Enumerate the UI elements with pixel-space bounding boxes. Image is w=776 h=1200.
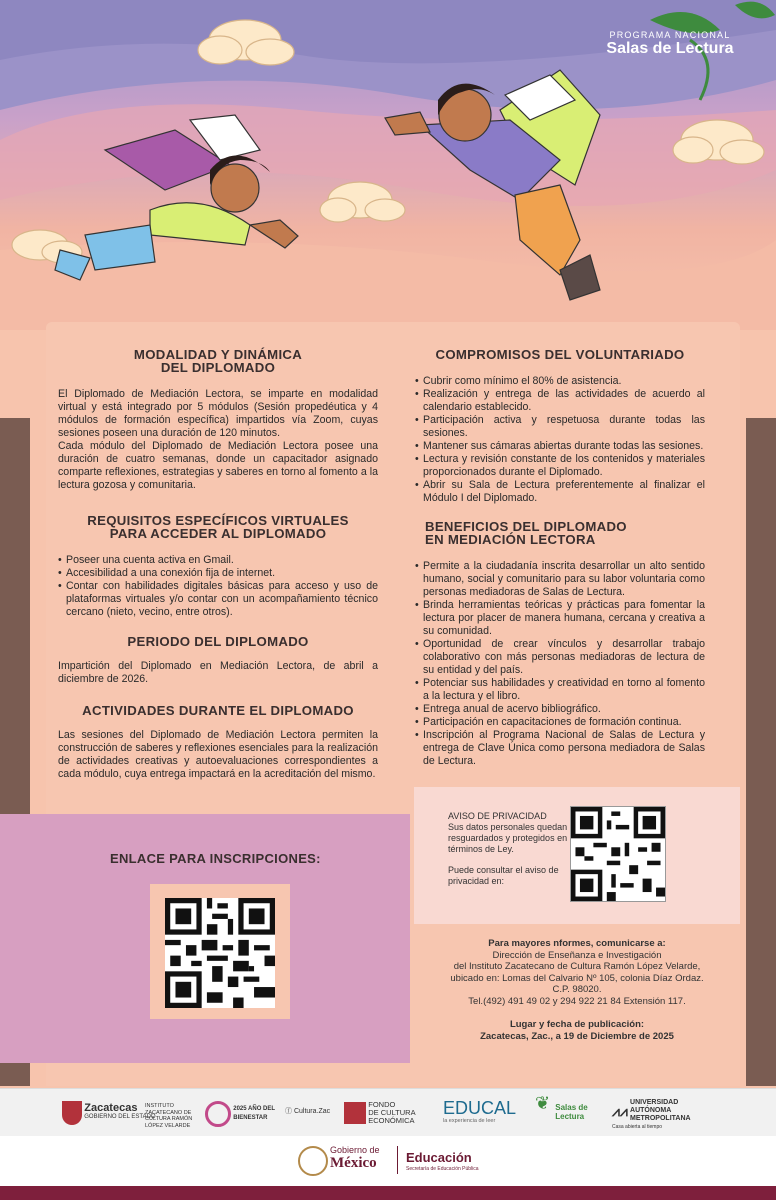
list-item: • Lectura y revisión constante de los contenidos y materiales proporcionados durante el Diplomado. — [415, 453, 705, 479]
requisitos-list — [58, 554, 378, 619]
contact-line: C.P. 98020. — [552, 984, 602, 995]
gobierno-line2: México — [330, 1155, 377, 1171]
actividades-section — [58, 704, 378, 781]
fce-text-3: ECONÓMICA — [368, 1116, 415, 1125]
cloud-middle — [320, 182, 405, 222]
salas-text-2: Lectura — [555, 1112, 585, 1121]
sprout-icon: ❦ — [535, 1093, 551, 1113]
fce-mark-icon — [344, 1102, 366, 1124]
compromisos-section — [415, 348, 705, 505]
actividades-text: Las sesiones del Diplomado de Mediación Lectora permiten la construcción de saberes y reflexiones esenciales para la realización de actividades creativas y autoevaluaciones correspondientes a cada módulo, cuya entrega impactará en la acreditación del mismo. — [58, 729, 378, 780]
contact-line: Dirección de Enseñanza e Investigación — [492, 949, 662, 961]
heart-icon — [205, 1101, 231, 1127]
uam-text-3: METROPOLITANA — [630, 1115, 691, 1122]
contact-line: ubicado en: Lomas del Calvario Nº 105, colonia Díaz Ordaz. — [450, 972, 704, 984]
inscripciones-box — [0, 814, 410, 1063]
list-item: • Realización y entrega de las actividades de acuerdo al calendario establecido. — [415, 388, 705, 414]
zacatecas-logo — [62, 1101, 156, 1125]
beneficios-list — [415, 560, 705, 768]
list-item: • Mantener sus cámaras abiertas durante todas las sesiones. — [415, 440, 705, 453]
registration-qr-code[interactable] — [165, 898, 275, 1008]
list-item: • Contar con habilidades digitales básicas para acceso y uso de plataformas virtuales y/o contar con un acompañamiento técnico cercano (nieto, vecino, entre otros). — [58, 580, 378, 619]
educal-text: EDUCAL — [443, 1098, 517, 1118]
contact-phone: Tel.(492) 491 49 02 y 294 922 21 84 Extensión 117. — [468, 995, 686, 1007]
footer-bar — [0, 1186, 776, 1200]
bienestar-logo — [205, 1101, 275, 1127]
publication-place-date: Zacatecas, Zac., a 19 de Diciembre de 2025 — [480, 1030, 674, 1042]
cultura-zac-logo — [285, 1107, 330, 1116]
list-item: • Brinda herramientas teóricas y prácticas para fomentar la lectura por placer de manera humana, cercana y creativa a su comunidad. — [415, 599, 705, 638]
educal-subtext: la experiencia de leer — [443, 1118, 496, 1124]
uam-text-2: AUTÓNOMA — [630, 1107, 672, 1114]
requisitos-title-1: REQUISITOS ESPECÍFICOS VIRTUALES — [87, 513, 349, 528]
list-item: • Poseer una cuenta activa en Gmail. — [58, 554, 378, 567]
list-item: • Entrega anual de acervo bibliográfico. — [415, 703, 705, 716]
uam-mark-icon: ⩘⩘ — [612, 1102, 628, 1119]
beneficios-title-2: EN MEDIACIÓN LECTORA — [425, 532, 596, 547]
fce-logo — [344, 1101, 416, 1125]
compromisos-title: COMPROMISOS DEL VOLUNTARIADO — [435, 347, 685, 362]
publication-heading: Lugar y fecha de publicación: — [509, 1019, 645, 1030]
program-logo-line2: Salas de Lectura — [606, 40, 734, 57]
list-item: • Potenciar sus habilidades y creatividad en torno al fomento a la lectura y el libro. — [415, 677, 705, 703]
fce-text-1: FONDO — [368, 1100, 396, 1109]
salas-lectura-logo — [535, 1093, 588, 1125]
gobierno-line1: Gobierno de — [330, 1145, 380, 1155]
uam-text-1: UNIVERSIDAD — [630, 1099, 679, 1106]
sponsor-logo-strip — [0, 1088, 776, 1137]
contact-heading: Para mayores nformes, comunicarse a: — [488, 938, 666, 949]
privacy-qr-code[interactable] — [570, 806, 666, 902]
bienestar-text: 2025 AÑO DEL BIENESTAR — [233, 1106, 275, 1121]
qr-pattern — [571, 807, 665, 901]
izc-logo: INSTITUTO ZACATECANO DE CULTURA RAMÓN LÓPEZ VELARDE — [145, 1103, 193, 1129]
zacatecas-shield-icon — [62, 1101, 82, 1125]
national-seal-icon — [298, 1146, 328, 1176]
modalidad-title-1: MODALIDAD Y DINÁMICA — [133, 347, 303, 362]
qr-pattern — [165, 898, 275, 1008]
list-item: • Permite a la ciudadanía inscrita desarrollar un alto sentido humano, social y comunitario para su labor voluntaria como personas mediadoras de Salas de Lectura. — [415, 560, 705, 599]
list-item: • Participación activa y respetuosa durante todas las sesiones. — [415, 414, 705, 440]
list-item: • Inscripción al Programa Nacional de Salas de Lectura y entrega de Clave Única como persona mediadora de Salas de Lectura. — [415, 729, 705, 768]
compromisos-list — [415, 375, 705, 505]
program-logo — [590, 30, 750, 58]
list-item: • Participación en capacitaciones de formación continua. — [415, 716, 705, 729]
list-item: • Oportunidad de crear vínculos y desarrollar trabajo colaborativo con más personas mediadoras de lectura de su entidad y del país. — [415, 638, 705, 677]
fce-text-2: DE CULTURA — [368, 1108, 416, 1117]
logo-divider — [397, 1146, 398, 1174]
program-logo-line1: PROGRAMA NACIONAL — [609, 30, 731, 40]
modalidad-paragraph-2: Cada módulo del Diplomado de Mediación Lectora posee una duración de cuatro semanas, donde un capacitador asignado comparte reflexiones, estrategias y saberes en torno al fomento a la lectura gozosa y comunitaria. — [58, 440, 378, 491]
contact-block — [414, 938, 740, 1042]
periodo-text: Impartición del Diplomado en Mediación Lectora, de abril a diciembre de 2026. — [58, 660, 378, 685]
right-brown-band — [746, 418, 776, 1086]
facebook-icon: ⓕ — [285, 1108, 292, 1115]
privacy-consulta: Puede consultar el aviso de privacidad en: — [448, 865, 559, 886]
list-item: • Cubrir como mínimo el 80% de asistencia. — [415, 375, 705, 388]
privacy-description: Sus datos personales quedan resguardados y protegidos en términos de Ley. — [448, 822, 568, 854]
salas-text-1: Salas de — [555, 1103, 588, 1112]
zacatecas-subtext: GOBIERNO DEL ESTADO — [84, 1114, 156, 1120]
educal-logo — [443, 1099, 516, 1126]
beneficios-section — [415, 520, 705, 768]
list-item: • Abrir su Sala de Lectura preferentemente al finalizar el Módulo I del Diplomado. — [415, 479, 705, 505]
modalidad-section — [58, 348, 378, 492]
uam-logo — [612, 1099, 691, 1132]
modalidad-paragraph-1: El Diplomado de Mediación Lectora, se imparte en modalidad virtual y está integrado por 5 módulos (Sesión propedéutica y 4 módulos de formación específica) impartidos vía Zoom, cuyas sesiones poseen una duración de 120 minutos. — [58, 388, 378, 439]
actividades-title: ACTIVIDADES DURANTE EL DIPLOMADO — [82, 703, 354, 718]
list-item: • Accesibilidad a una conexión fija de internet. — [58, 567, 378, 580]
inscripciones-label: ENLACE PARA INSCRIPCIONES: — [110, 851, 321, 866]
cultura-zac-text: Cultura.Zac — [293, 1108, 331, 1115]
privacy-text-block — [448, 811, 568, 887]
requisitos-section — [58, 514, 378, 619]
modalidad-title-2: DEL DIPLOMADO — [160, 360, 276, 375]
privacy-title: AVISO DE PRIVACIDAD — [448, 811, 547, 821]
uam-subtext: Casa abierta al tiempo — [612, 1124, 663, 1130]
zacatecas-text: Zacatecas — [84, 1102, 138, 1114]
periodo-section — [58, 635, 378, 686]
periodo-title: PERIODO DEL DIPLOMADO — [127, 634, 309, 649]
requisitos-title-2: PARA ACCEDER AL DIPLOMADO — [109, 526, 327, 541]
sep-text: Secretaría de Educación Pública — [406, 1166, 479, 1172]
educacion-text: Educación — [406, 1150, 472, 1165]
contact-line: del Instituto Zacatecano de Cultura Ramón López Velarde, — [453, 961, 701, 972]
beneficios-title-1: BENEFICIOS DEL DIPLOMADO — [425, 519, 627, 534]
